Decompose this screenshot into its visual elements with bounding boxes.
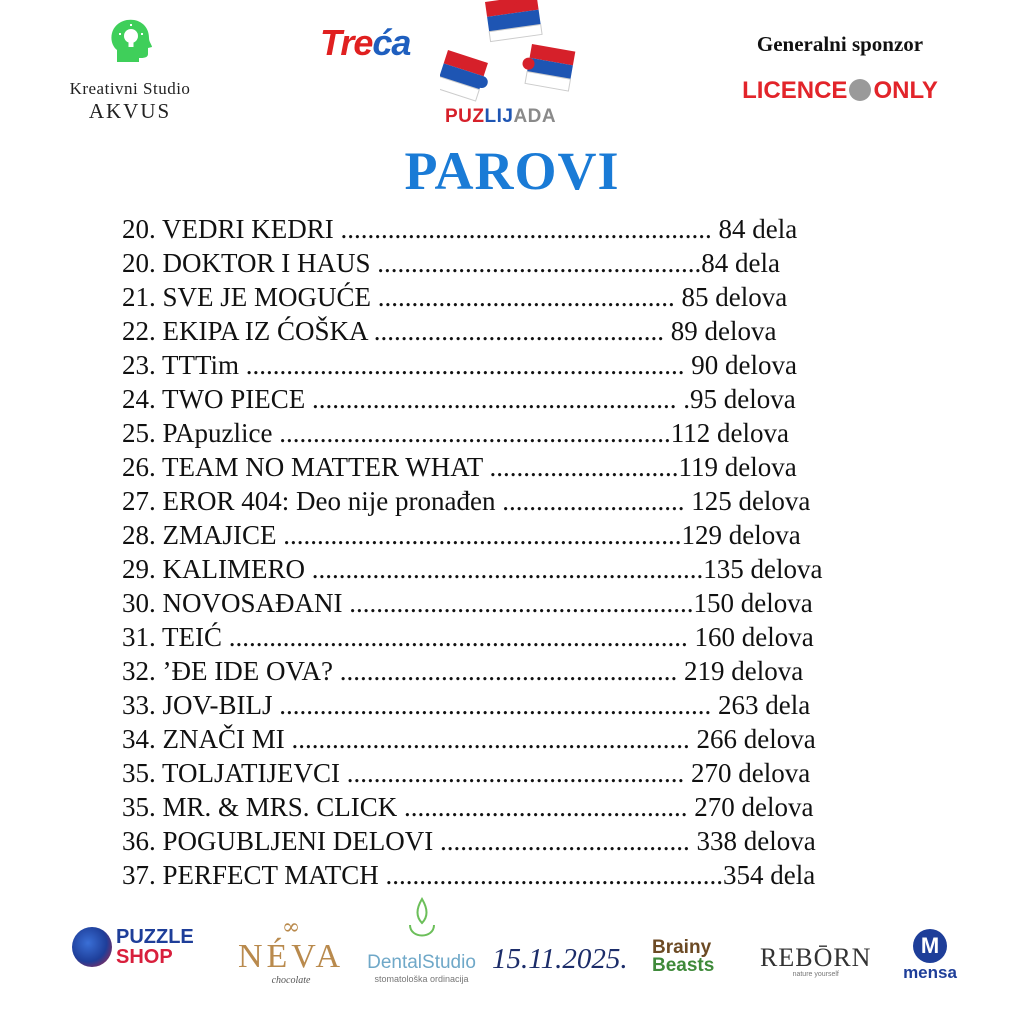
puzzle-shop-text bbox=[116, 927, 194, 967]
head-lightbulb-icon bbox=[103, 14, 157, 68]
tooth-leaf-icon bbox=[402, 895, 442, 947]
akvus-name: AKVUS bbox=[88, 99, 172, 123]
result-row: 32. ’ĐE IDE OVA? .................................................. 219 delova bbox=[122, 656, 804, 686]
mensa-logo bbox=[890, 929, 970, 983]
brainy-line2: Beasts bbox=[652, 955, 715, 976]
result-row: 36. POGUBLJENI DELOVI ..................................... 338 delova bbox=[122, 826, 816, 856]
event-date: 15.11.2025. bbox=[492, 943, 628, 975]
result-row: 20. DOKTOR I HAUS ................................................84 dela bbox=[122, 248, 780, 278]
mensa-word: mensa bbox=[903, 963, 957, 982]
puzzle-shop-line1: PUZZLE bbox=[116, 926, 194, 948]
reborn-sub: nature yourself bbox=[792, 971, 839, 978]
neva-word: NÉVA bbox=[237, 938, 345, 975]
sponsor-label: Generalni sponzor bbox=[756, 32, 924, 56]
result-row: 22. EKIPA IZ ĆOŠKA ........................................... 89 delova bbox=[122, 316, 777, 346]
puzlijada-part1: PUZ bbox=[445, 106, 485, 127]
result-row: 23. TTTim ................................................................. 90 delova bbox=[122, 350, 798, 380]
neva-ornament-icon: ∞ bbox=[281, 915, 301, 940]
reborn-logo bbox=[760, 945, 871, 978]
dental-word: DentalStudio bbox=[367, 952, 476, 973]
neva-sub: chocolate bbox=[271, 975, 311, 986]
dental-sub: stomatološka ordinacija bbox=[374, 974, 469, 984]
result-row: 21. SVE JE MOGUĆE ............................................ 85 delova bbox=[122, 282, 788, 312]
puzlijada-logo bbox=[445, 106, 556, 128]
page-title: PAROVI bbox=[404, 141, 620, 201]
puzlijada-part3: ADA bbox=[513, 106, 557, 127]
mensa-emblem-icon: M bbox=[913, 929, 947, 963]
result-row: 35. TOLJATIJEVCI .................................................. 270 delova bbox=[122, 758, 811, 788]
licence-only-part1: LICENCE bbox=[742, 77, 848, 104]
licence-only-part2: ONLY bbox=[873, 77, 938, 104]
result-row: 26. TEAM NO MATTER WHAT ............................119 delova bbox=[122, 452, 797, 482]
treca-logo bbox=[320, 22, 410, 64]
treca-part2: ća bbox=[372, 22, 411, 63]
result-row: 33. JOV-BILJ ................................................................ 263 dela bbox=[122, 690, 811, 720]
akvus-subtitle: Kreativni Studio bbox=[69, 79, 191, 98]
result-row: 27. EROR 404: Deo nije pronađen ........................... 125 delova bbox=[122, 486, 811, 516]
brainy-beasts-logo bbox=[652, 939, 714, 975]
puzlijada-part2: LIJ bbox=[484, 106, 514, 127]
result-row: 35. MR. & MRS. CLICK .......................................... 270 delova bbox=[122, 792, 814, 822]
puzzle-globe-icon bbox=[72, 927, 112, 967]
puzzle-shop-logo bbox=[72, 927, 194, 967]
reborn-word: REBŌRN bbox=[760, 943, 872, 972]
footer-sponsors bbox=[0, 895, 1024, 1005]
general-sponsor bbox=[705, 32, 975, 105]
dental-studio-logo bbox=[364, 895, 479, 984]
neva-logo bbox=[236, 917, 346, 986]
results-list bbox=[122, 212, 912, 892]
result-row: 31. TEIĆ .................................................................... 160 delova bbox=[122, 622, 814, 652]
licence-only-logo bbox=[705, 77, 975, 105]
result-row: 28. ZMAJICE ...........................................................129 delova bbox=[122, 520, 801, 550]
result-row: 20. VEDRI KEDRI ....................................................... 84 dela bbox=[122, 214, 798, 244]
result-row: 34. ZNAČI MI ........................................................... 266 delova bbox=[122, 724, 816, 754]
result-row: 37. PERFECT MATCH ..................................................354 dela bbox=[122, 860, 816, 890]
result-row: 24. TWO PIECE ...................................................... .95 delova bbox=[122, 384, 796, 414]
result-row: 29. KALIMERO ..........................................................135 delova bbox=[122, 554, 823, 584]
result-row: 25. PApuzlice ..........................................................112 delova bbox=[122, 418, 789, 448]
puzzle-shop-line2: SHOP bbox=[116, 946, 173, 968]
akvus-logo bbox=[50, 14, 210, 124]
hand-icon bbox=[849, 79, 871, 101]
treca-part1: Tre bbox=[320, 22, 373, 63]
brainy-line1: Brainy bbox=[652, 937, 712, 958]
result-row: 30. NOVOSAĐANI ...................................................150 delova bbox=[122, 588, 813, 618]
